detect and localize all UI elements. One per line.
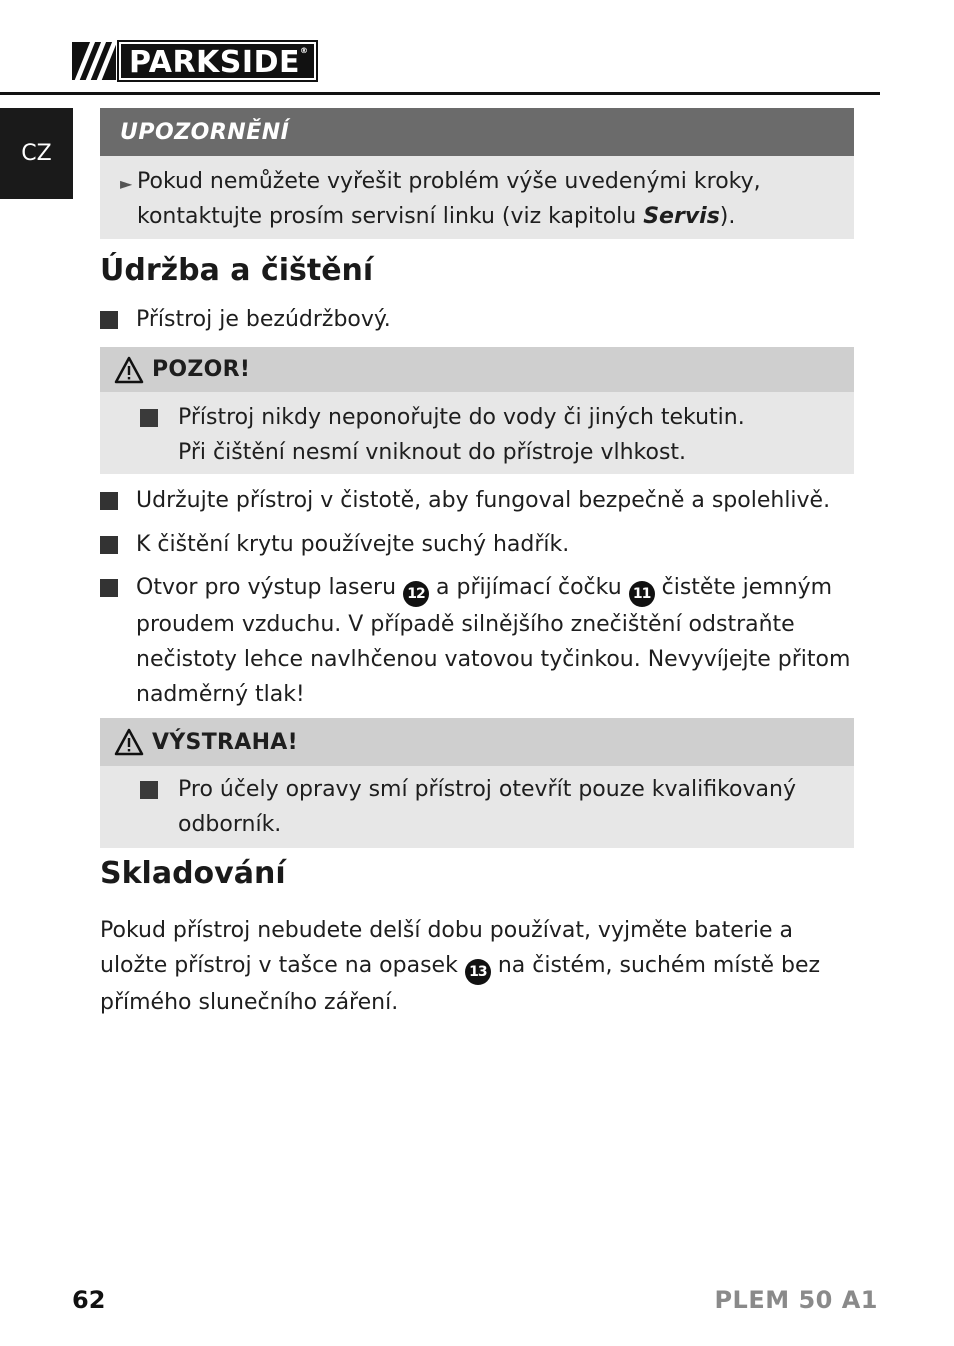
header-rule: [0, 92, 880, 95]
language-tab: CZ: [0, 108, 73, 199]
notice-title: UPOZORNĚNÍ: [100, 108, 854, 156]
servis-link-text: Servis: [643, 204, 720, 229]
caution-title: POZOR!: [152, 357, 251, 382]
bullet-square-icon: [100, 492, 118, 510]
arrow-right-icon: ►: [120, 174, 133, 193]
bullet-square-icon: [140, 781, 158, 799]
logo-stripes-icon: [72, 42, 116, 80]
list-item: Udržujte přístroj v čistotě, aby fungoval bezpečně a spolehlivě.: [100, 483, 860, 518]
notice-text: Pokud nemůžete vyřešit problém výše uvedenými kroky, kontaktujte prosím servisní linku (viz kapitolu Servis).: [137, 169, 761, 229]
list-item: Přístroj je bezúdržbový.: [100, 302, 860, 337]
registered-mark: ®: [299, 46, 309, 55]
bullet-square-icon: [140, 409, 158, 427]
parkside-logo: [72, 42, 316, 80]
logo-text: PARKSIDE: [129, 45, 300, 80]
bullet-square-icon: [100, 536, 118, 554]
warning-triangle-icon: [114, 728, 144, 756]
warning-box: [100, 718, 854, 848]
warning-title: VÝSTRAHA!: [152, 729, 298, 755]
caution-line-2: Při čištění nesmí vniknout do přístroje vlhkost.: [178, 440, 687, 465]
notice-box: [100, 108, 854, 239]
warning-text: Pro účely opravy smí přístroj otevřít pouze kvalifikovaný odborník.: [178, 777, 796, 837]
warning-triangle-icon: [114, 356, 144, 384]
bullet-square-icon: [100, 311, 118, 329]
section-title-maintenance: Údržba a čištění: [100, 253, 374, 288]
page-number: 62: [72, 1286, 106, 1314]
reference-number-badge: 12: [403, 581, 429, 607]
bullet-square-icon: [100, 579, 118, 597]
model-name: PLEM 50 A1: [714, 1286, 878, 1314]
caution-box: [100, 347, 854, 474]
reference-number-badge: 13: [465, 959, 491, 985]
section-title-storage: Skladování: [100, 856, 286, 891]
list-item: K čištění krytu používejte suchý hadřík.: [100, 527, 860, 562]
reference-number-badge: 11: [629, 581, 655, 607]
storage-paragraph: Pokud přístroj nebudete delší dobu používat, vyjměte baterie a uložte přístroj v tašce na opasek 13 na čistém, suchém místě bez přímého slunečního záření.: [100, 918, 821, 1015]
caution-line-1: Přístroj nikdy neponořujte do vody či jiných tekutin.: [178, 405, 745, 430]
list-item: Otvor pro výstup laseru 12 a přijímací čočku 11 čistěte jemným proudem vzduchu. V případě silnějšího znečištění odstraňte nečistoty lehce navlhčenou vatovou tyčinkou. Nevyvíjejte přitom nadměrný tlak!: [100, 570, 860, 712]
